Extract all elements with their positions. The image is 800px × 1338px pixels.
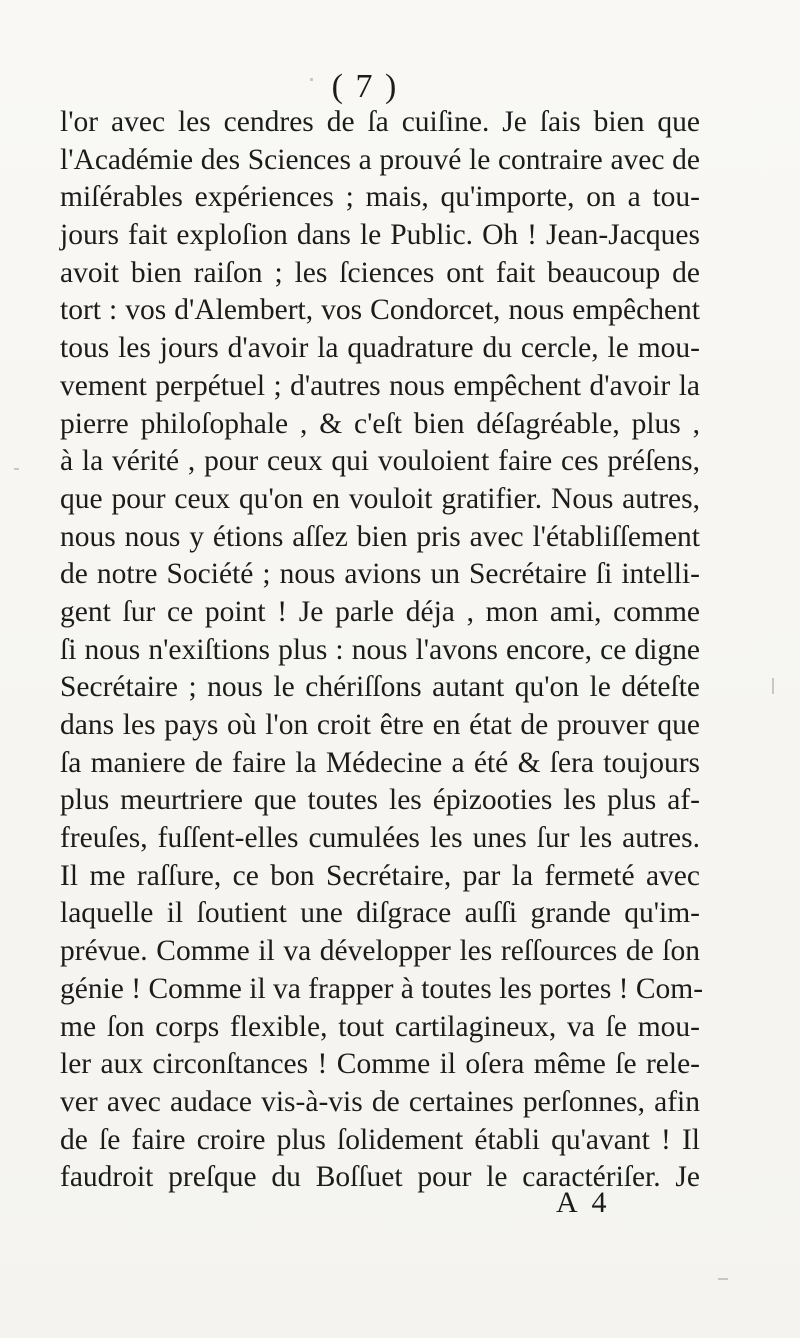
text-line: miſérables expériences ; mais, qu'importe, on a tou- xyxy=(60,181,700,214)
text-line: faudroit preſque du Boſſuet pour le caractériſer. Je xyxy=(60,1161,700,1194)
text-line: jours fait exploſion dans le Public. Oh ! Jean-Jacques xyxy=(60,219,700,252)
text-line: à la vérité , pour ceux qui vouloient faire ces préſens, xyxy=(60,445,700,478)
text-line: me ſon corps flexible, tout cartilagineux, va ſe mou- xyxy=(60,1010,700,1043)
text-line: ver avec audace vis-à-vis de certaines perſonnes, afin xyxy=(60,1085,700,1118)
text-line: avoit bien raiſon ; les ſciences ont fait beaucoup de xyxy=(60,256,700,289)
text-line: pierre philoſophale , & c'eſt bien déſagréable, plus , xyxy=(60,407,700,440)
paper-speck xyxy=(772,678,774,694)
text-line: génie ! Comme il va frapper à toutes les portes ! Com- xyxy=(60,972,704,1005)
paper-speck xyxy=(14,468,19,470)
text-line: vement perpétuel ; d'autres nous empêchent d'avoir la xyxy=(60,369,700,402)
text-line: tort : vos d'Alembert, vos Condorcet, nous empêchent xyxy=(60,294,700,327)
text-line: freuſes, fuſſent-elles cumulées les unes ſur les autres. xyxy=(60,822,700,855)
text-line: que pour ceux qu'on en vouloit gratifier. Nous autres, xyxy=(60,482,700,515)
text-line: tous les jours d'avoir la quadrature du cercle, le mou- xyxy=(60,332,700,365)
page-number: ( 7 ) xyxy=(331,68,399,105)
text-line: Secrétaire ; nous le chériſſons autant qu'on le déteſte xyxy=(60,671,700,704)
text-line: nous nous y étions aſſez bien pris avec l'établiſſement xyxy=(60,520,700,553)
text-line: ler aux circonſtances ! Comme il oſera même ſe rele- xyxy=(60,1048,700,1081)
body-text xyxy=(60,104,704,1197)
paper-speck xyxy=(718,1278,728,1280)
text-line: gent ſur ce point ! Je parle déja , mon ami, comme xyxy=(60,595,700,628)
text-line: ſa maniere de faire la Médecine a été & ſera toujours xyxy=(60,746,700,779)
text-line: Il me raſſure, ce bon Secrétaire, par la fermeté avec xyxy=(60,859,700,892)
text-line: l'or avec les cendres de ſa cuiſine. Je ſais bien que xyxy=(60,106,700,138)
text-line: de notre Société ; nous avions un Secrétaire ſi intelli- xyxy=(60,558,700,591)
text-line: laquelle il ſoutient une diſgrace auſſi grande qu'im- xyxy=(60,897,700,930)
signature-mark: A 4 xyxy=(556,1186,611,1219)
text-line: l'Académie des Sciences a prouvé le contraire avec de xyxy=(60,143,700,176)
text-line: prévue. Comme il va développer les reſſources de ſon xyxy=(60,935,700,968)
text-line: plus meurtriere que toutes les épizooties les plus af- xyxy=(60,784,700,817)
paper-speck xyxy=(310,78,313,81)
text-line: ſi nous n'exiſtions plus : nous l'avons encore, ce digne xyxy=(60,633,700,666)
text-line: dans les pays où l'on croit être en état de prouver que xyxy=(60,709,700,741)
text-line: de ſe faire croire plus ſolidement établi qu'avant ! Il xyxy=(60,1123,700,1156)
